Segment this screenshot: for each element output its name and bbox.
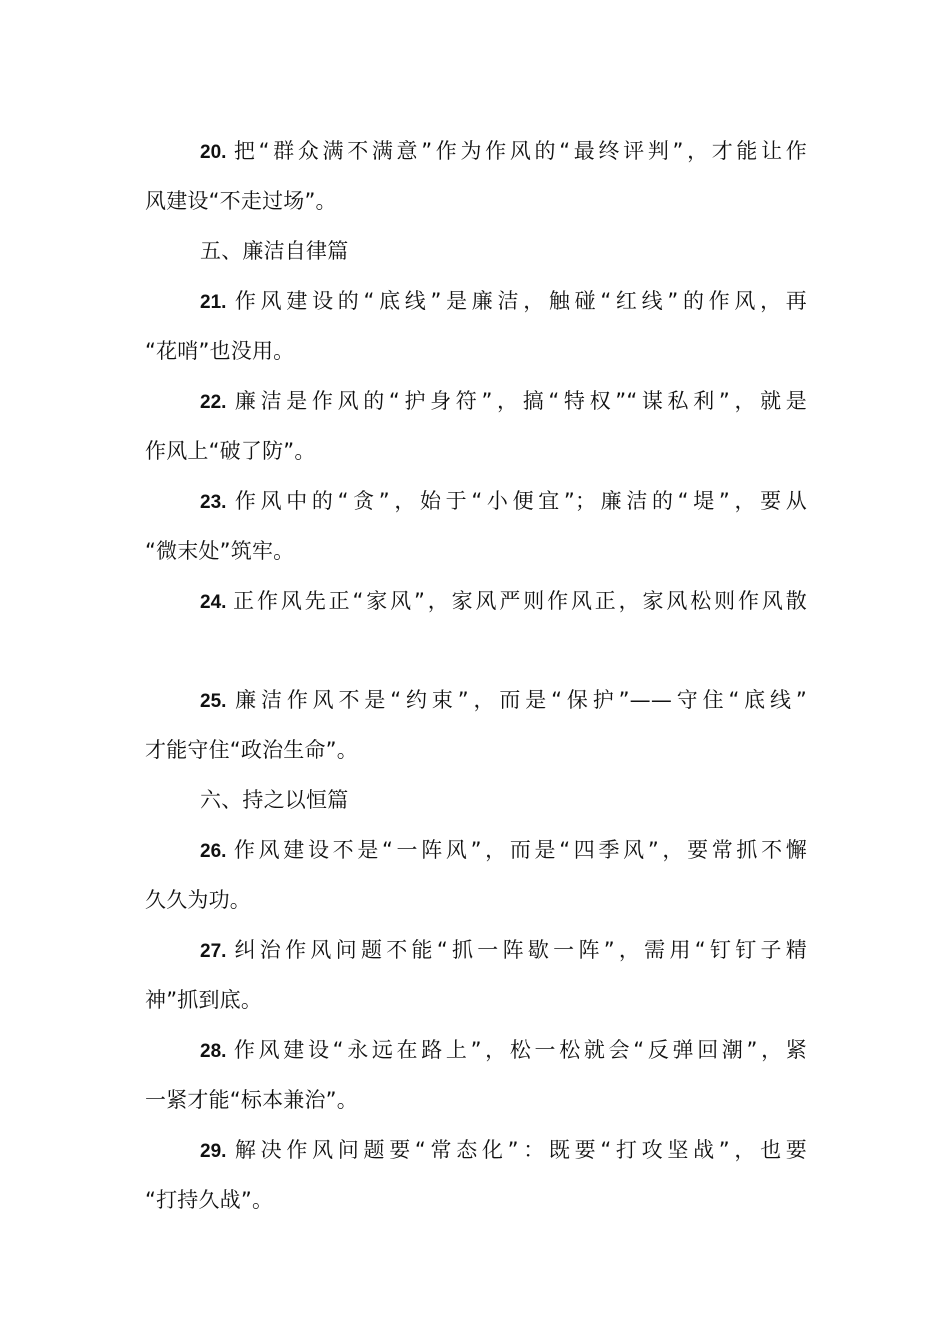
paragraph-24-line-1 (200, 586, 807, 618)
paragraph-21-line-2: “花哨”也没用。 (145, 339, 295, 363)
paragraph-text: 解决作风问题要“常态化”：既要“打攻坚战”，也要 (230, 1138, 807, 1162)
paragraph-text: 纠治作风问题不能“抓一阵歇一阵”，需用“钉钉子精 (230, 938, 807, 962)
paragraph-22-line-1 (200, 386, 807, 418)
paragraph-text: 廉洁作风不是“约束”，而是“保护”——守住“底线” (230, 688, 807, 712)
paragraph-22-line-2: 作风上“破了防”。 (145, 439, 316, 463)
item-number: 21. (200, 292, 227, 313)
paragraph-text: 作风建设不是“一阵风”，而是“四季风”，要常抓不懈 (230, 838, 807, 862)
paragraph-26-line-1 (200, 835, 807, 867)
item-number: 27. (200, 941, 227, 962)
item-number: 20. (200, 142, 227, 163)
item-number: 28. (200, 1041, 227, 1062)
paragraph-23-line-2: “微末处”筑牢。 (145, 539, 295, 563)
paragraph-28-line-1 (200, 1035, 807, 1067)
paragraph-text: 作风建设“永远在路上”，松一松就会“反弹回潮”，紧 (230, 1038, 807, 1062)
paragraph-29-line-2: “打持久战”。 (145, 1188, 274, 1212)
paragraph-text: 正作风先正“家风”，家风严则作风正，家风松则作风散 (230, 589, 807, 613)
paragraph-20-line-1 (200, 136, 807, 168)
paragraph-29-line-1 (200, 1135, 807, 1167)
paragraph-23-line-1 (200, 486, 807, 518)
paragraph-25-line-2: 才能守住“政治生命”。 (145, 738, 358, 762)
paragraph-text: 廉洁是作风的“护身符”，搞“特权”“谋私利”，就是 (230, 389, 807, 413)
paragraph-27-line-2: 神”抓到底。 (145, 988, 263, 1012)
section-heading-6: 六、持之以恒篇 (200, 788, 349, 812)
paragraph-27-line-1 (200, 935, 807, 967)
item-number: 22. (200, 392, 227, 413)
item-number: 25. (200, 691, 227, 712)
item-number: 23. (200, 492, 227, 513)
item-number: 26. (200, 841, 227, 862)
paragraph-25-line-1 (200, 685, 807, 717)
paragraph-20-line-2: 风建设“不走过场”。 (145, 189, 337, 213)
section-heading-5: 五、廉洁自律篇 (200, 239, 349, 263)
paragraph-text: 作风建设的“底线”是廉洁，触碰“红线”的作风，再 (230, 289, 807, 313)
paragraph-26-line-2: 久久为功。 (145, 888, 251, 912)
paragraph-text: 把“群众满不满意”作为作风的“最终评判”，才能让作 (230, 139, 807, 163)
item-number: 24. (200, 592, 227, 613)
paragraph-text: 作风中的“贪”，始于“小便宜”；廉洁的“堤”，要从 (230, 489, 807, 513)
paragraph-21-line-1 (200, 286, 807, 318)
item-number: 29. (200, 1141, 227, 1162)
paragraph-28-line-2: 一紧才能“标本兼治”。 (145, 1088, 358, 1112)
